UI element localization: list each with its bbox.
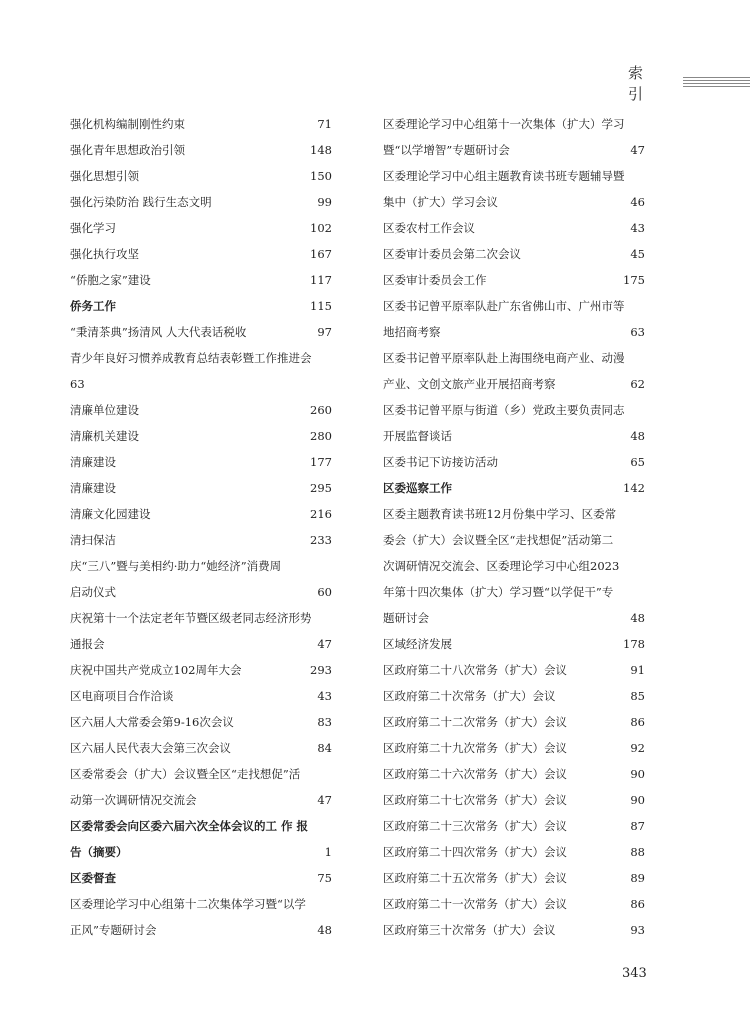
index-entry-page: 47 [630,143,645,157]
index-entry-text: 区政府第二十四次常务（扩大）会议 [383,845,567,859]
index-entry-text: 清廉建设 [70,481,116,495]
index-entry-page: 293 [310,663,332,677]
index-entry-page: 84 [317,741,332,755]
index-entry [383,215,645,241]
index-column-left [70,111,332,943]
index-entry [383,735,645,761]
index-entry [383,163,645,189]
index-entry-page: 48 [317,923,332,937]
index-entry-page: 177 [310,455,332,469]
index-entry-text: 正风”专题研讨会 [70,923,157,937]
index-entry-text: 区六届人大常委会第9-16次会议 [70,715,234,729]
index-entry [383,787,645,813]
index-entry-text: 区政府第二十五次常务（扩大）会议 [383,871,567,885]
index-entry-text: 区委书记曾平原率队赴上海围绕电商产业、动漫 [383,351,625,365]
index-entry-page: 91 [630,663,645,677]
index-entry-text: 区委书记曾平原率队赴广东省佛山市、广州市等 [383,299,625,313]
page-header [628,62,750,104]
index-entry-page: 60 [317,585,332,599]
index-entry-page: 1 [324,845,332,859]
index-entry-text: 区政府第二十次常务（扩大）会议 [383,689,556,703]
index-entry [70,215,332,241]
index-entry-text: 区六届人民代表大会第三次会议 [70,741,231,755]
index-entry-page: 85 [630,689,645,703]
index-entry [70,891,332,917]
index-entry-page: 295 [310,481,332,495]
index-entry-text: 清廉机关建设 [70,429,139,443]
index-entry-text: 区委理论学习中心组第十二次集体学习暨“以学 [70,897,306,911]
index-entry [383,449,645,475]
index-entry [383,423,645,449]
index-entry-text: 地招商考察 [383,325,441,339]
index-entry-text: 区委理论学习中心组第十一次集体（扩大）学习 [383,117,625,131]
index-entry-text: 清廉文化园建设 [70,507,151,521]
index-entry-text: 强化学习 [70,221,116,235]
index-entry-text: 庆“三八”暨与美相约·助力“她经济”消费周 [70,559,282,573]
index-entry [70,397,332,423]
index-entry-page: 86 [630,897,645,911]
index-entry [70,709,332,735]
index-entry-text: 区政府第二十八次常务（扩大）会议 [383,663,567,677]
index-entry [70,319,332,345]
index-entry-text: 集中（扩大）学习会议 [383,195,498,209]
index-entry-page: 117 [310,273,332,287]
index-entry-text: 区委巡察工作 [383,481,452,495]
index-entry-text: 区政府第二十三次常务（扩大）会议 [383,819,567,833]
index-entry [383,579,645,605]
index-entry-text: 题研讨会 [383,611,429,625]
index-entry-text: 63 [70,377,85,391]
index-entry [383,293,645,319]
index-entry [70,371,332,397]
index-entry-text: 区委书记曾平原与街道（乡）党政主要负责同志 [383,403,625,417]
index-entry-text: 动第一次调研情况交流会 [70,793,197,807]
index-entry-page: 63 [630,325,645,339]
index-entry-text: 暨“以学增智”专题研讨会 [383,143,510,157]
index-entry [70,527,332,553]
index-entry [70,917,332,943]
index-entry-page: 233 [310,533,332,547]
index-entry [70,241,332,267]
index-entry [383,761,645,787]
index-entry [383,527,645,553]
index-entry-page: 92 [630,741,645,755]
index-entry [383,267,645,293]
index-entry-page: 90 [630,793,645,807]
index-entry [383,683,645,709]
index-entry [70,293,332,319]
index-entry [70,787,332,813]
index-entry-page: 65 [630,455,645,469]
index-entry [383,241,645,267]
header-decoration-lines [683,77,750,89]
index-entry-text: 区域经济发展 [383,637,452,651]
index-entry [70,865,332,891]
index-entry [383,345,645,371]
index-entry-text: 区委主题教育读书班12月份集中学习、区委常 [383,507,617,521]
index-entry-text: 区委审计委员会第二次会议 [383,247,521,261]
index-entry-text: 开展监督谈话 [383,429,452,443]
index-entry-text: 区政府第二十七次常务（扩大）会议 [383,793,567,807]
index-entry [383,475,645,501]
index-entry-text: 通报会 [70,637,105,651]
index-entry [383,397,645,423]
index-entry-page: 43 [630,221,645,235]
index-entry-text: 区电商项目合作洽谈 [70,689,174,703]
index-entry [383,917,645,943]
index-entry-text: 区政府第三十次常务（扩大）会议 [383,923,556,937]
index-entry-text: 产业、文创文旅产业开展招商考察 [383,377,556,391]
index-entry-page: 142 [623,481,645,495]
index-entry-text: 次调研情况交流会、区委理论学习中心组2023 [383,559,620,573]
index-entry [70,189,332,215]
index-entry-text: 年第十四次集体（扩大）学习暨“以学促干”专 [383,585,614,599]
index-entry [70,813,332,839]
index-entry [383,839,645,865]
index-entry-page: 43 [317,689,332,703]
index-entry-text: 区委常委会向区委六届六次全体会议的工 作 报 [70,819,309,833]
index-entry-page: 47 [317,637,332,651]
index-entry-text: 强化青年思想政治引领 [70,143,185,157]
index-entry-page: 167 [310,247,332,261]
index-entry-page: 86 [630,715,645,729]
index-entry-text: 青少年良好习惯养成教育总结表彰暨工作推进会 [70,351,312,365]
index-entry [70,423,332,449]
index-entry-page: 62 [630,377,645,391]
index-entry-text: 区委农村工作会议 [383,221,475,235]
index-entry-page: 88 [630,845,645,859]
index-entry [70,501,332,527]
index-entry [70,553,332,579]
section-title: 索引 [628,64,656,103]
index-entry-text: 侨务工作 [70,299,116,313]
index-entry-page: 93 [630,923,645,937]
index-entry [70,579,332,605]
index-entry-page: 260 [310,403,332,417]
index-entry-page: 216 [310,507,332,521]
index-entry [70,735,332,761]
index-entry [70,345,332,371]
index-entry [70,449,332,475]
index-entry-text: 区政府第二十二次常务（扩大）会议 [383,715,567,729]
index-entry [70,657,332,683]
index-column-right [383,111,645,943]
index-entry-page: 90 [630,767,645,781]
index-entry-text: 启动仪式 [70,585,116,599]
index-entry [383,501,645,527]
index-entry-text: “秉清茶典”扬清风 人大代表话税收 [70,325,247,339]
index-entry-text: 强化机构编制刚性约束 [70,117,185,131]
index-entry-page: 175 [623,273,645,287]
index-entry-text: 强化污染防治 践行生态文明 [70,195,212,209]
index-entry-page: 102 [310,221,332,235]
index-entry [70,267,332,293]
index-entry-text: 区委书记下访接访活动 [383,455,498,469]
index-entry-text: 清扫保洁 [70,533,116,547]
index-entry-text: 强化思想引领 [70,169,139,183]
index-entry [70,631,332,657]
index-entry-page: 99 [317,195,332,209]
index-entry-text: 庆祝第十一个法定老年节暨区级老同志经济形势 [70,611,312,625]
index-entry [383,189,645,215]
index-entry-text: 区委督查 [70,871,116,885]
index-entry-text: “侨胞之家”建设 [70,273,151,287]
index-entry [70,839,332,865]
index-entry-page: 45 [630,247,645,261]
index-entry [383,709,645,735]
index-entry-page: 83 [317,715,332,729]
index-entry-text: 委会（扩大）会议暨全区“走找想促”活动第二 [383,533,614,547]
index-entry [70,475,332,501]
index-entry [70,111,332,137]
index-entry-text: 区政府第二十六次常务（扩大）会议 [383,767,567,781]
index-entry [383,891,645,917]
index-entry-page: 150 [310,169,332,183]
index-entry-text: 区委理论学习中心组主题教育读书班专题辅导暨 [383,169,625,183]
index-entry-page: 280 [310,429,332,443]
index-entry-text: 庆祝中国共产党成立102周年大会 [70,663,242,677]
index-entry [70,761,332,787]
index-entry [383,631,645,657]
index-entry-page: 75 [317,871,332,885]
index-entry-page: 97 [317,325,332,339]
index-entry-page: 148 [310,143,332,157]
index-entry [383,111,645,137]
index-entry [383,371,645,397]
index-entry-page: 87 [630,819,645,833]
index-entry-page: 48 [630,429,645,443]
index-entry [383,137,645,163]
index-entry-text: 清廉建设 [70,455,116,469]
index-entry-page: 178 [623,637,645,651]
index-entry [70,137,332,163]
index-entry [383,865,645,891]
index-entry-text: 强化执行攻坚 [70,247,139,261]
index-entry-text: 清廉单位建设 [70,403,139,417]
index-entry [383,657,645,683]
index-entry-text: 区委审计委员会工作 [383,273,487,287]
index-entry [383,319,645,345]
index-entry-text: 区委常委会（扩大）会议暨全区“走找想促”活 [70,767,301,781]
index-entry-text: 区政府第二十一次常务（扩大）会议 [383,897,567,911]
index-entry [70,605,332,631]
index-entry [383,605,645,631]
index-entry-text: 区政府第二十九次常务（扩大）会议 [383,741,567,755]
index-entry-page: 115 [310,299,332,313]
index-entry [70,163,332,189]
index-entry-page: 48 [630,611,645,625]
index-entry-text: 告（摘要） [70,845,128,859]
index-entry-page: 71 [317,117,332,131]
index-entry [383,813,645,839]
index-entry [383,553,645,579]
index-entry [70,683,332,709]
index-entry-page: 47 [317,793,332,807]
page-number: 343 [622,966,647,981]
index-entry-page: 89 [630,871,645,885]
index-entry-page: 46 [630,195,645,209]
